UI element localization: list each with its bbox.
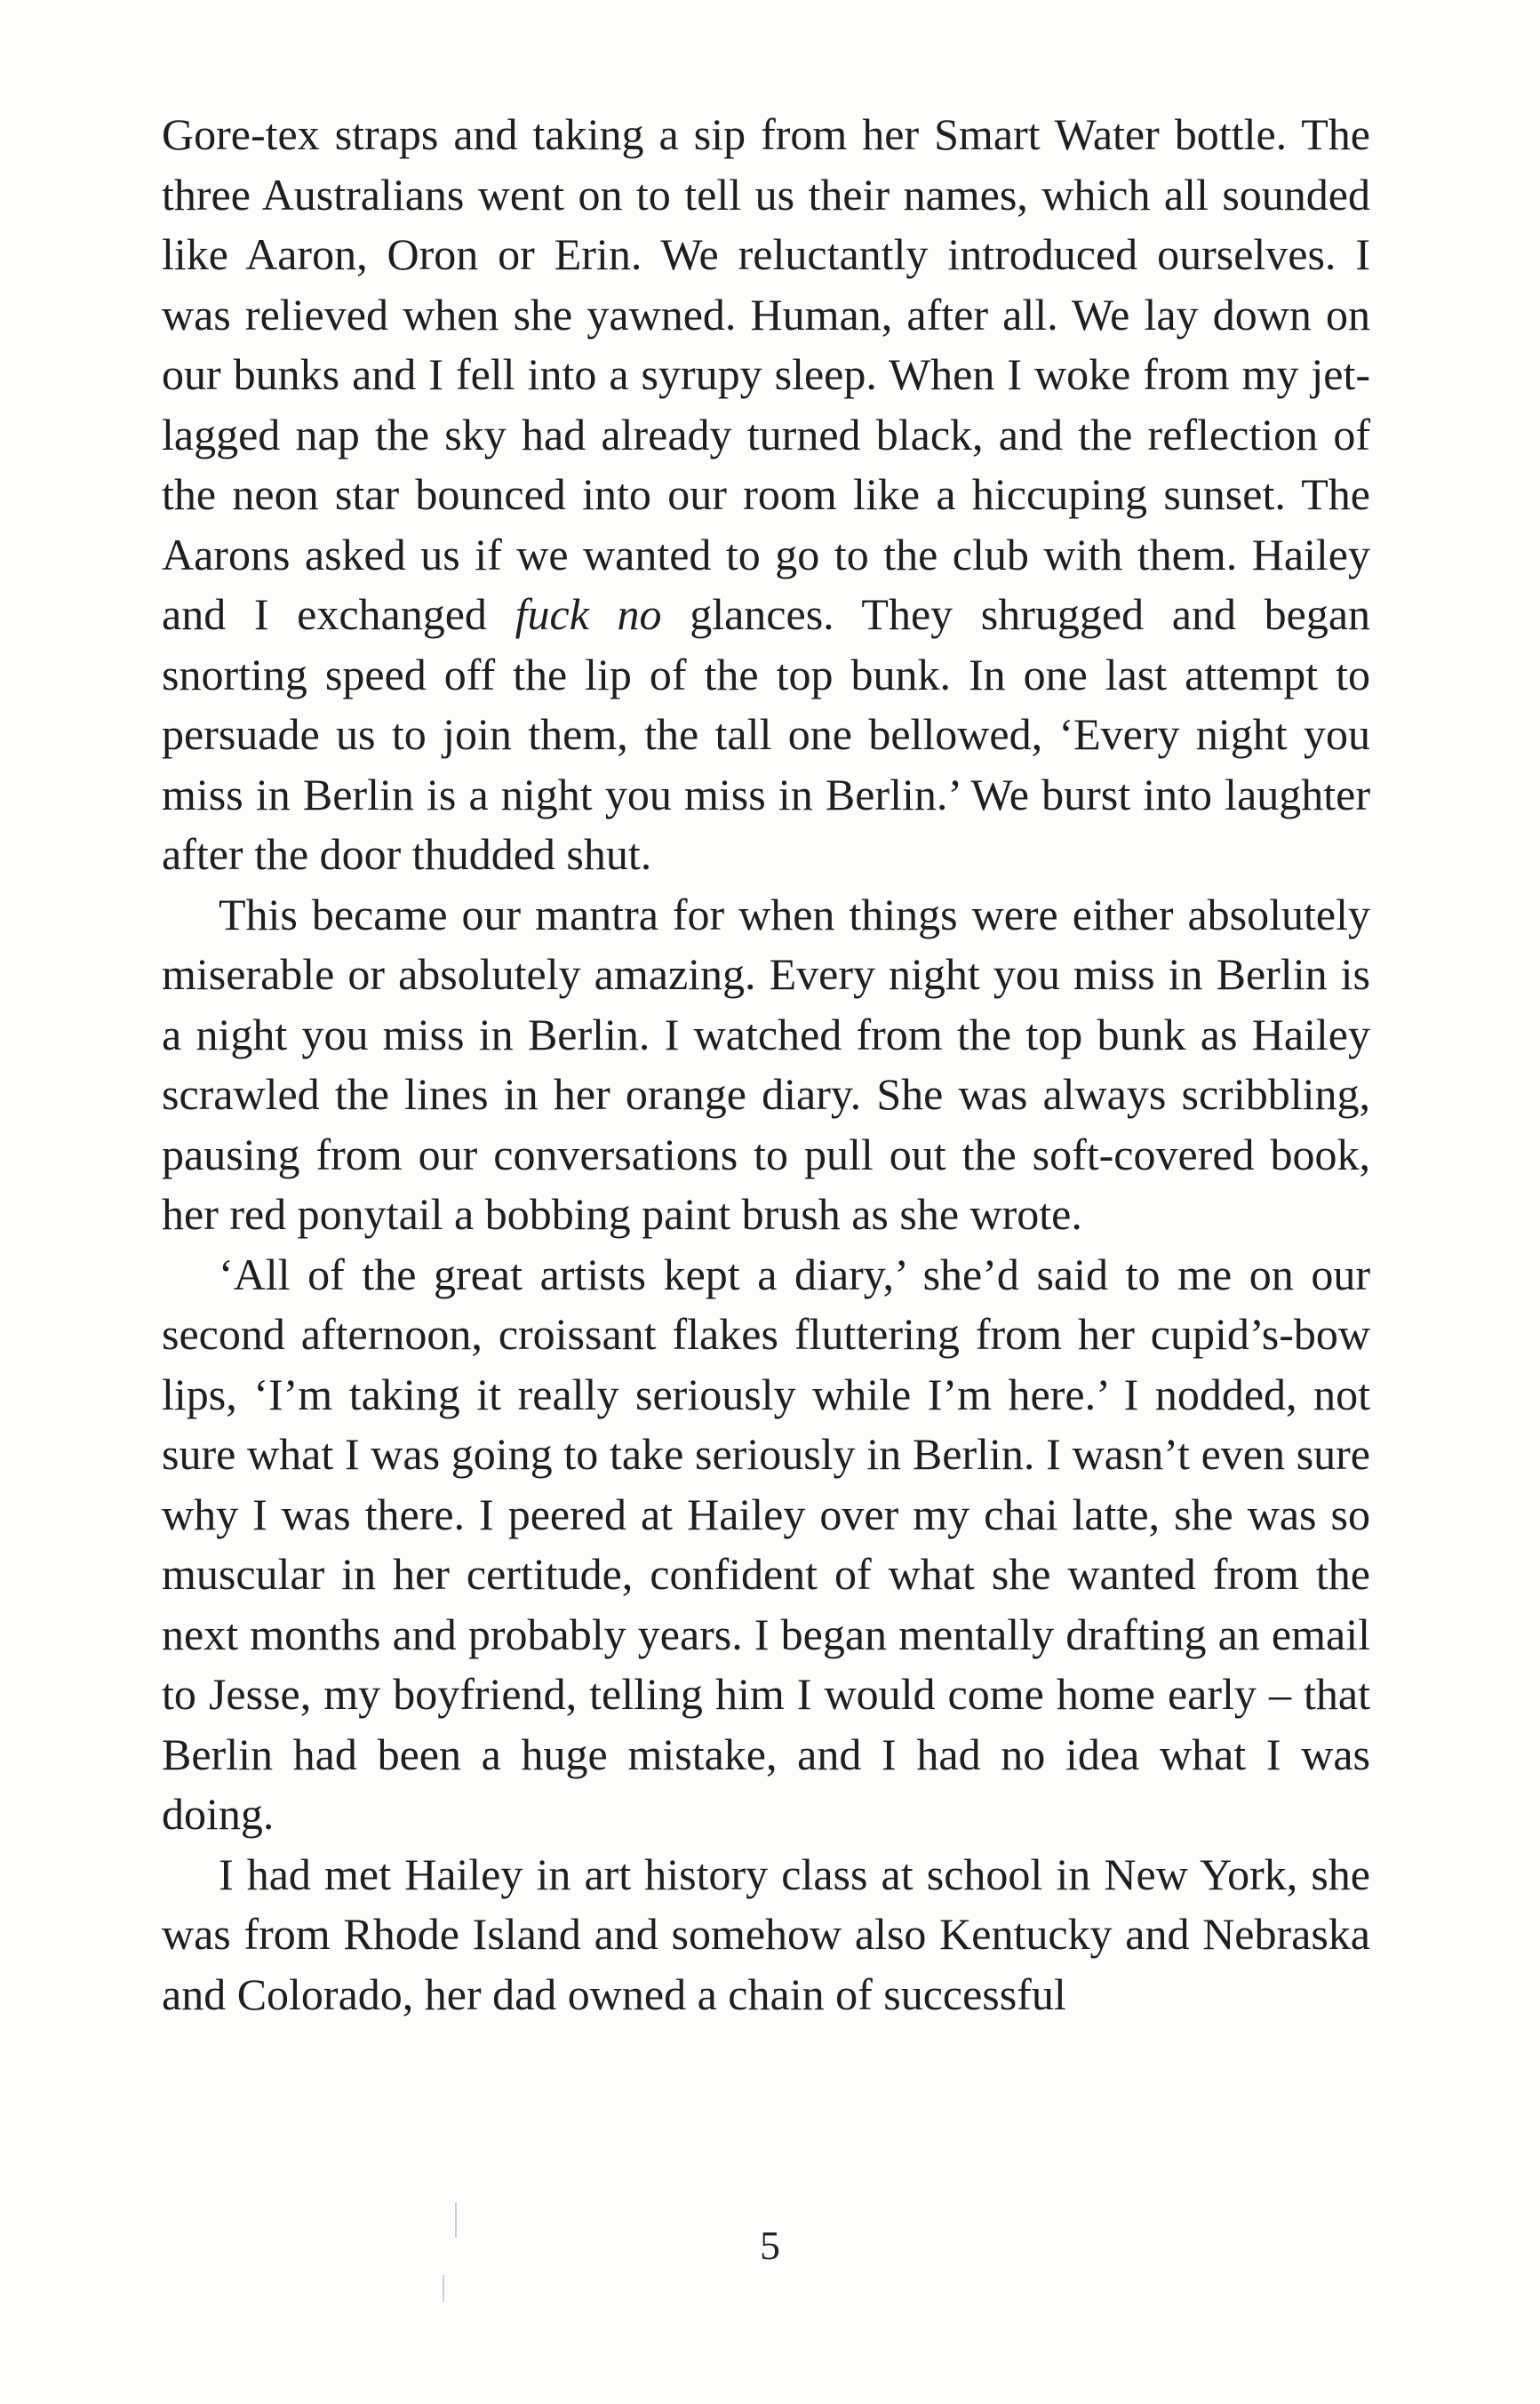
paragraph-1-text-a: Gore-tex straps and taking a sip from her Smart Water bottle. The three Australians went on to tell us their names, which all sounded like Aaron, Oron or Erin. We reluctantly introduced ourselves. I was relieved when she yawned. Human, after all. We lay down on our bunks and I fell into a syrupy sleep. When I woke from my jet-lagged nap the sky had already turned black, and the reflection of the neon star bounced into our room like a hiccuping sunset. The Aarons asked us if we wanted to go to the club with them. Hailey and I exchanged — [162, 109, 1370, 639]
paragraph-2 — [162, 885, 1370, 1245]
body-text — [162, 105, 1370, 2025]
paragraph-1 — [162, 105, 1370, 885]
paragraph-1-italic-phrase: fuck no — [515, 589, 662, 639]
page-number: 5 — [760, 2223, 780, 2268]
paragraph-2-text: This became our mantra for when things were either absolutely miserable or absolutely amazing. Every night you miss in Berlin is a night you miss in Berlin. I watched from the top bunk as Hailey scrawled the lines in her orange diary. She was always scribbling, pausing from our conversations to pull out the soft-covered book, her red ponytail a bobbing paint brush as she wrote. — [162, 889, 1370, 1239]
paragraph-3 — [162, 1245, 1370, 1845]
scan-artifact-mark — [443, 2275, 444, 2302]
paragraph-4 — [162, 1845, 1370, 2025]
paragraph-3-text: ‘All of the great artists kept a diary,’ she’d said to me on our second afternoon, croissant flakes fluttering from her cupid’s-bow lips, ‘I’m taking it really seriously while I’m here.’ I nodded, not sure what I was going to take seriously in Berlin. I wasn’t even sure why I was there. I peered at Hailey over my chai latte, she was so muscular in her certitude, confident of what she wanted from the next months and probably years. I began mentally drafting an email to Jesse, my boyfriend, telling him I would come home early – that Berlin had been a huge mistake, and I had no idea what I was doing. — [162, 1249, 1370, 1839]
paragraph-4-text: I had met Hailey in art history class at school in New York, she was from Rhode Island and somehow also Kentucky and Nebraska and Colorado, her dad owned a chain of successful — [162, 1849, 1370, 2019]
paragraph-1-text-b: glances. They shrugged and began snorting speed off the lip of the top bunk. In one last attempt to persuade us to join them, the tall one bellowed, ‘Every night you miss in Berlin is a night you miss in Berlin.’ We burst into laughter after the door thudded shut. — [162, 589, 1371, 879]
